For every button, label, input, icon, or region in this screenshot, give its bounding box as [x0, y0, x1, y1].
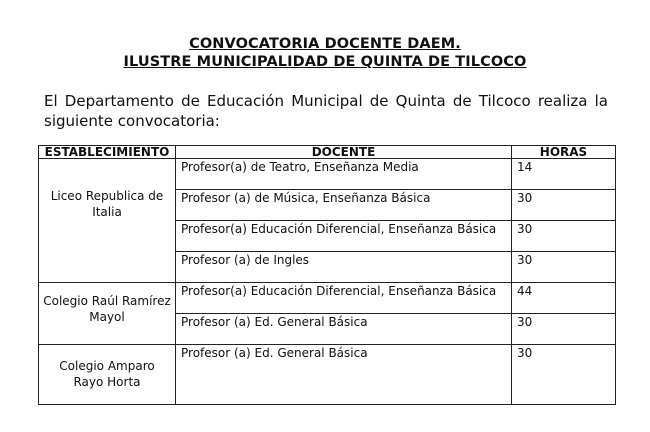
establecimiento-cell — [39, 283, 176, 345]
header-docente: DOCENTE — [176, 146, 512, 159]
table-row — [39, 283, 616, 314]
horas-cell: 14 — [512, 159, 616, 190]
horas-cell: 30 — [512, 190, 616, 221]
horas-cell: 30 — [512, 345, 616, 405]
establecimiento-name: Liceo Republica de Italia — [50, 189, 164, 219]
header-horas: HORAS — [512, 146, 616, 159]
intro-paragraph: El Departamento de Educación Municipal de Quinta de Tilcoco realiza la siguiente convocatoria: — [44, 92, 608, 130]
table-row — [39, 345, 616, 405]
document-title-line-2: ILUSTRE MUNICIPALIDAD DE QUINTA DE TILCOCO — [123, 54, 527, 70]
establecimiento-name: Colegio Raúl Ramírez Mayol — [43, 294, 171, 324]
docente-cell: Profesor (a) de Ingles — [176, 252, 512, 283]
horas-cell: 30 — [512, 252, 616, 283]
convocatoria-table — [38, 145, 616, 405]
table-row — [39, 159, 616, 190]
establecimiento-cell — [39, 159, 176, 283]
docente-cell: Profesor (a) Ed. General Básica — [176, 314, 512, 345]
establecimiento-name: Colegio Amparo Rayo Horta — [59, 359, 155, 389]
horas-cell: 30 — [512, 314, 616, 345]
document-title-line-1: CONVOCATORIA DOCENTE DAEM. — [189, 36, 461, 52]
docente-cell: Profesor (a) de Música, Enseñanza Básica — [176, 190, 512, 221]
docente-cell: Profesor(a) de Teatro, Enseñanza Media — [176, 159, 512, 190]
docente-cell: Profesor(a) Educación Diferencial, Enseñanza Básica — [176, 221, 512, 252]
table-header-row — [39, 146, 616, 159]
header-establecimiento: ESTABLECIMIENTO — [39, 146, 176, 159]
docente-cell: Profesor(a) Educación Diferencial, Enseñanza Básica — [176, 283, 512, 314]
establecimiento-cell — [39, 345, 176, 405]
horas-cell: 44 — [512, 283, 616, 314]
horas-cell: 30 — [512, 221, 616, 252]
docente-cell: Profesor (a) Ed. General Básica — [176, 345, 512, 405]
